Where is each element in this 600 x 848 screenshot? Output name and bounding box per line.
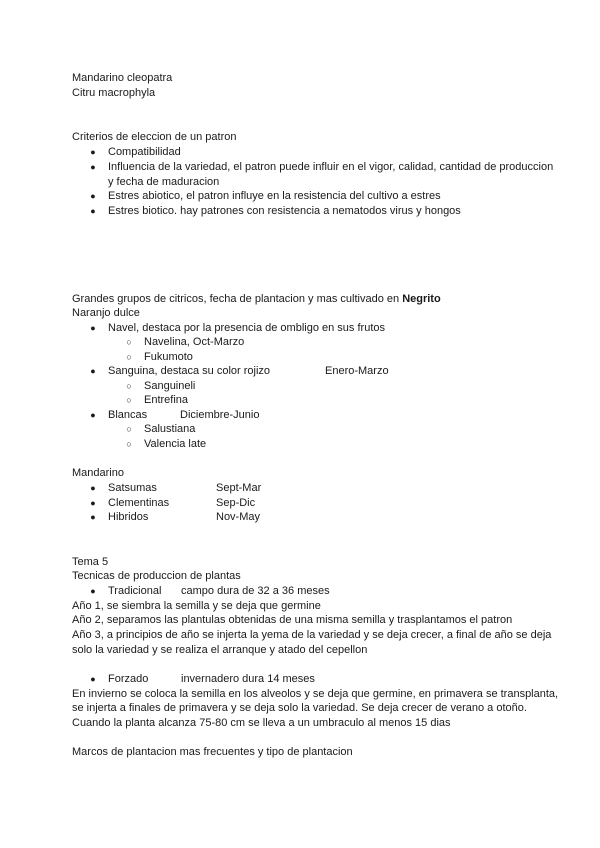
sanguina-subitem: Entrefina	[144, 394, 189, 406]
criterios-title: Criterios de eleccion de un patron	[72, 131, 237, 143]
bullet-icon: ●	[90, 366, 96, 376]
grupos-title	[72, 292, 441, 307]
forzado-desc: invernadero dura 14 meses	[181, 673, 315, 685]
criterios-item: Estres abiotico, el patron influye en la resistencia del cultivo a estres	[108, 190, 441, 202]
bullet-icon: ●	[90, 191, 96, 201]
bullet-icon: ●	[90, 147, 96, 157]
criterios-item: Influencia de la variedad, el patron puede influir en el vigor, calidad, cantidad de produccion	[108, 161, 554, 173]
tema-line: Año 1, se siembra la semilla y se deja que germine	[72, 600, 321, 612]
tema-title: Tema 5	[72, 556, 109, 568]
bullet-icon: ●	[90, 674, 96, 684]
mandarino-date: Sep-Dic	[216, 497, 256, 509]
blancas-item: Blancas	[108, 409, 148, 421]
navel-item: Navel, destaca por la presencia de ombligo en sus frutos	[108, 322, 385, 334]
bullet-icon: ●	[90, 512, 96, 522]
navel-subitem: Navelina, Oct-Marzo	[144, 336, 245, 348]
grupos-title-text: Grandes grupos de citricos, fecha de plantacion y mas cultivado en	[72, 293, 403, 305]
forzado-label: Forzado	[108, 673, 149, 685]
naranjo-title: Naranjo dulce	[72, 307, 140, 319]
tema-line: Año 2, separamos las plantulas obtenidas de una misma semilla y trasplantamos el patron	[72, 614, 513, 626]
bullet-icon: ●	[90, 586, 96, 596]
bullet-icon: ●	[90, 410, 96, 420]
hollow-bullet-icon: ○	[126, 337, 132, 347]
blancas-subitem: Valencia late	[144, 438, 207, 450]
mandarino-name: Clementinas	[108, 497, 170, 509]
marcos-heading: Marcos de plantacion mas frecuentes y tipo de plantacion	[72, 746, 353, 758]
blancas-subitem: Salustiana	[144, 423, 196, 435]
mandarino-date: Sept-Mar	[216, 482, 262, 494]
hollow-bullet-icon: ○	[126, 395, 132, 405]
tradicional-label: Tradicional	[108, 585, 162, 597]
grupos-title-bold: Negrito	[402, 293, 441, 305]
criterios-item: Compatibilidad	[108, 146, 181, 158]
forzado-line: Cuando la planta alcanza 75-80 cm se lleva a un umbraculo al menos 15 dias	[72, 717, 451, 729]
navel-subitem: Fukumoto	[144, 351, 193, 363]
tema-line: solo la variedad y se realiza el arranque y atado del cepellon	[72, 644, 368, 656]
mandarino-name: Satsumas	[108, 482, 157, 494]
sanguina-date: Enero-Marzo	[325, 365, 389, 377]
hollow-bullet-icon: ○	[126, 424, 132, 434]
header-line-1: Mandarino cleopatra	[72, 72, 173, 84]
bullet-icon: ●	[90, 498, 96, 508]
criterios-item-continued: y fecha de maduracion	[108, 176, 220, 188]
hollow-bullet-icon: ○	[126, 381, 132, 391]
mandarino-title: Mandarino	[72, 467, 124, 479]
mandarino-date: Nov-May	[216, 511, 261, 523]
bullet-icon: ●	[90, 323, 96, 333]
bullet-icon: ●	[90, 483, 96, 493]
tradicional-desc: campo dura de 32 a 36 meses	[181, 585, 330, 597]
forzado-line: se injerta a finales de primavera y se deja solo la variedad. Se deja crecer de verano a otoño.	[72, 702, 527, 714]
sanguina-item: Sanguina, destaca su color rojizo	[108, 365, 271, 377]
blancas-date: Diciembre-Junio	[180, 409, 260, 421]
sanguina-subitem: Sanguineli	[144, 380, 196, 392]
criterios-item: Estres biotico. hay patrones con resistencia a nematodos virus y hongos	[108, 205, 461, 217]
tema-subtitle: Tecnicas de produccion de plantas	[72, 570, 241, 582]
header-line-2: Citru macrophyla	[72, 87, 156, 99]
hollow-bullet-icon: ○	[126, 352, 132, 362]
forzado-line: En invierno se coloca la semilla en los alveolos y se deja que germine, en primavera se transplanta,	[72, 688, 559, 700]
bullet-icon: ●	[90, 206, 96, 216]
tema-line: Año 3, a principios de año se injerta la yema de la variedad y se deja crecer, a final de año se deja	[72, 629, 552, 641]
bullet-icon: ●	[90, 162, 96, 172]
hollow-bullet-icon: ○	[126, 439, 132, 449]
mandarino-name: Hibridos	[108, 511, 149, 523]
